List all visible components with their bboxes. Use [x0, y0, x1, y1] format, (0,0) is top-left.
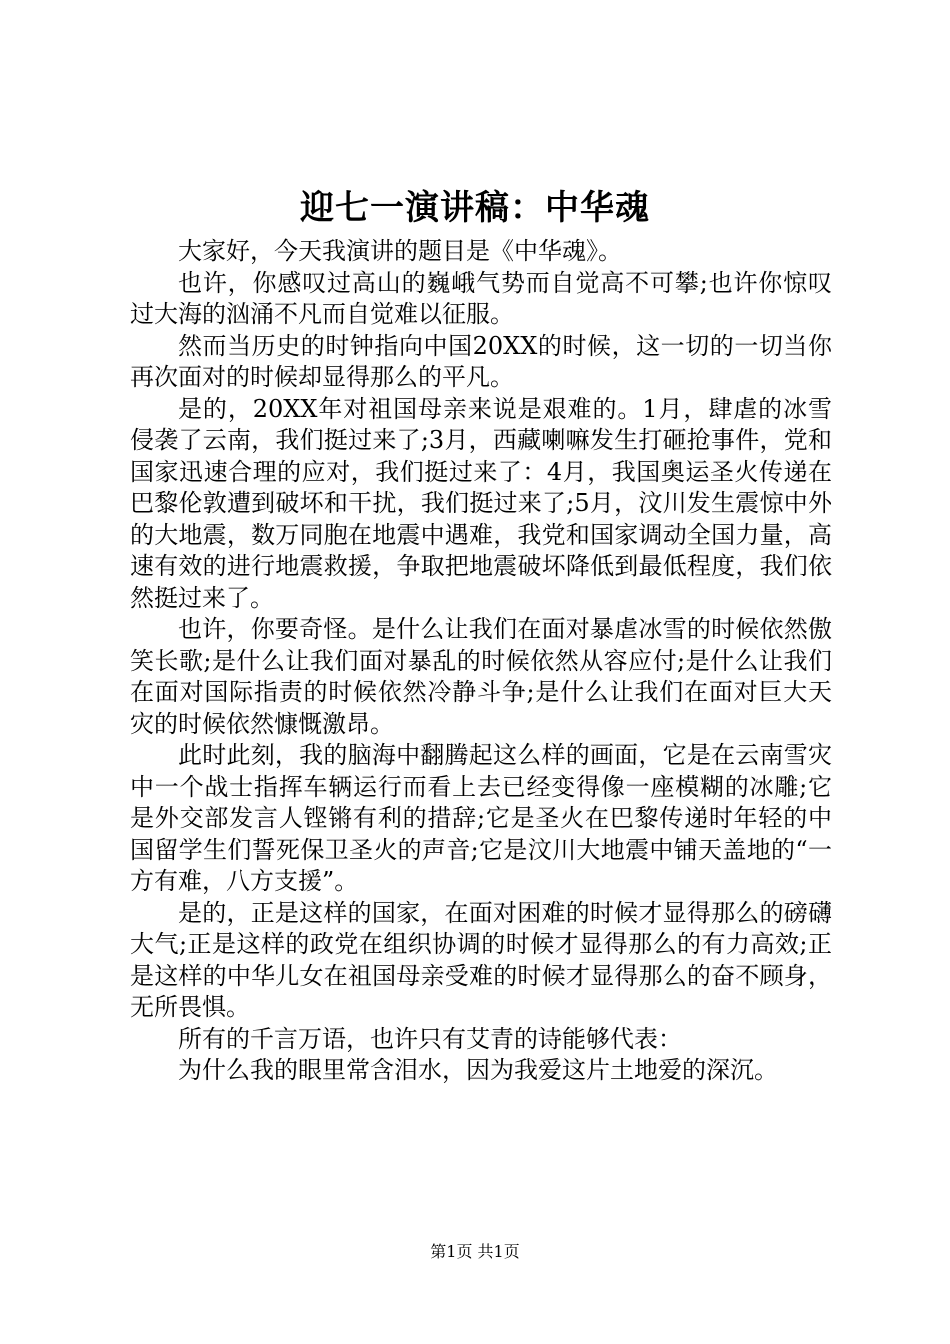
paragraph-what-makes-us: 也许，你要奇怪。是什么让我们在面对暴虐冰雪的时候依然傲笑长歌;是什么让我们面对暴乱的时候依然从容应付;是什么让我们在面对国际指责的时候依然冷静斗争;是什么让我们在面对巨大天灾的时候依然慷慨激昂。	[130, 615, 832, 738]
paragraph-this-nation: 是的，正是这样的国家，在面对困难的时候才显得那么的磅礴大气;正是这样的政党在组织协调的时候才显得那么的有力高效;正是这样的中华儿女在祖国母亲受难的时候才显得那么的奋不顾身，无所畏惧。	[130, 898, 832, 1021]
paragraph-greeting: 大家好，今天我演讲的题目是《中华魂》。	[178, 237, 622, 265]
paragraph-difficult-year: 是的，20XX年对祖国母亲来说是艰难的。1月，肆虐的冰雪侵袭了云南，我们挺过来了;3月，西藏喇嘛发生打砸抢事件，党和国家迅速合理的应对，我们挺过来了：4月，我国奥运圣火传递在巴黎伦敦遭到破坏和干扰，我们挺过来了;5月，汶川发生震惊中外的大地震，数万同胞在地震中遇难，我党和国家调动全国力量，高速有效的进行地震救援，争取把地震破坏降低到最低程度，我们依然挺过来了。	[130, 394, 832, 612]
paragraph-images: 此时此刻，我的脑海中翻腾起这么样的画面，它是在云南雪灾中一个战士指挥车辆运行而看上去已经变得像一座模糊的冰雕;它是外交部发言人铿锵有利的措辞;它是圣火在巴黎传递时年轻的中国留学生们誓死保卫圣火的声音;它是汶川大地震中铺天盖地的“一方有难，八方支援”。	[130, 741, 832, 895]
page-number: 第1页 共1页	[430, 1242, 520, 1261]
document-body	[130, 236, 832, 1087]
paragraph-history-clock: 然而当历史的时钟指向中国20XX的时候，这一切的一切当你再次面对的时候却显得那么的平凡。	[130, 331, 832, 391]
document-title: 迎七一演讲稿：中华魂	[300, 188, 650, 228]
paragraph-mountains-seas: 也许，你感叹过高山的巍峨气势而自觉高不可攀;也许你惊叹过大海的汹涌不凡而自觉难以征服。	[130, 268, 832, 328]
paragraph-aiqing-intro: 所有的千言万语，也许只有艾青的诗能够代表：	[178, 1024, 682, 1053]
paragraph-poem-line: 为什么我的眼里常含泪水，因为我爱这片土地爱的深沉。	[178, 1056, 778, 1084]
